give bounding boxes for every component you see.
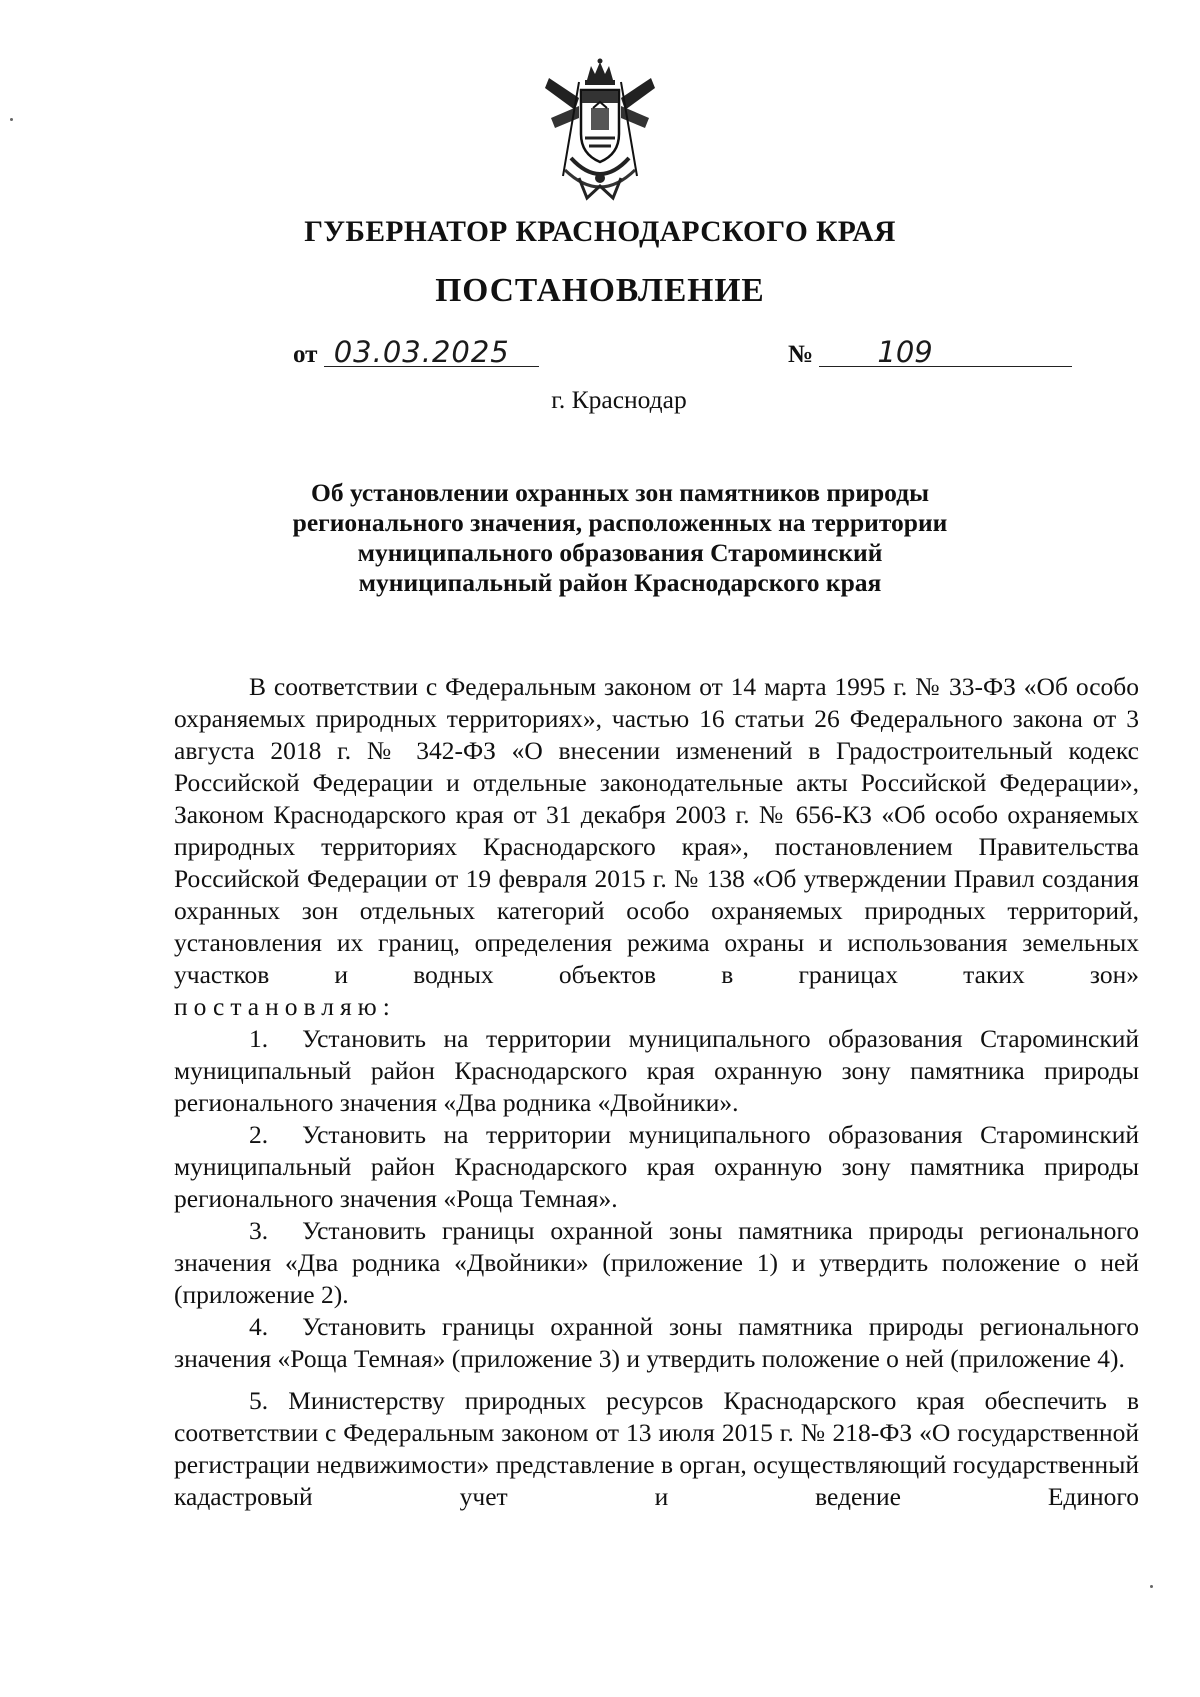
- document-number: 109: [819, 338, 1072, 367]
- preamble-paragraph: В соответствии с Федеральным законом от 14 марта 1995 г. № 33-ФЗ «Об особо охраняемых природных территориях», частью 16 статьи 26 Федерального закона от 3 августа 2018 г. № 342-ФЗ «О внесении изменений в Градостроительный кодекс Российской Федерации и отдельные законодательные акты Российской Федерации», Законом Краснодарского края от 31 декабря 2003 г. № 656-КЗ «Об особо охраняемых природных территориях Краснодарского края», постановлением Правительства Российской Федерации от 19 февраля 2015 г. № 138 «Об утверждении Правил создания охранных зон отдельных категорий особо охраняемых природных территорий, установления их границ, определения режима охраны и использования земельных участков и водных объектов в границах таких зон»: [174, 672, 1139, 989]
- document-number-line: [788, 335, 1072, 369]
- subject-line: Об установлении охранных зон памятников природы: [311, 478, 929, 507]
- item-text: Установить на территории муниципального образования Староминский муниципальный район Краснодарского края охранную зону памятника природы регионального значения «Роща Темная».: [174, 1120, 1139, 1213]
- item-text: Установить границы охранной зоны памятника природы регионального значения «Два родника «Двойники» (приложение 1) и утвердить положение о ней (приложение 2).: [174, 1216, 1139, 1309]
- item-number: 1.: [249, 1024, 269, 1053]
- document-date-line: [293, 335, 539, 369]
- list-item: [174, 1311, 1139, 1375]
- item-number: 2.: [249, 1120, 269, 1149]
- subject-line: муниципальный район Краснодарского края: [358, 568, 882, 597]
- subject-line: регионального значения, расположенных на территории: [292, 508, 948, 537]
- list-item: [174, 1215, 1139, 1311]
- item-number: 4.: [249, 1312, 269, 1341]
- item-text: Установить границы охранной зоны памятника природы регионального значения «Роща Темная» (приложение 3) и утвердить положение о ней (приложение 4).: [174, 1312, 1139, 1373]
- document-subject: [260, 478, 980, 598]
- issuing-authority: ГУБЕРНАТОР КРАСНОДАРСКОГО КРАЯ: [304, 216, 896, 248]
- subject-line: муниципального образования Староминский: [357, 538, 883, 567]
- document-type-title: ПОСТАНОВЛЕНИЕ: [435, 272, 765, 309]
- item-text: Установить на территории муниципального образования Староминский муниципальный район Краснодарского края охранную зону памятника природы регионального значения «Два родника «Двойники».: [174, 1024, 1139, 1117]
- issue-city: г. Краснодар: [551, 385, 687, 414]
- item-number: 3.: [249, 1216, 269, 1245]
- resolve-word: постановляю:: [174, 992, 396, 1021]
- document-date: 03.03.2025: [324, 338, 539, 367]
- list-item: [174, 1119, 1139, 1215]
- krasnodar-coat-of-arms-icon: [535, 58, 665, 208]
- document-body: [174, 671, 1139, 1513]
- date-prefix: от: [293, 341, 318, 368]
- list-item: [174, 1023, 1139, 1119]
- item-5-paragraph: 5. Министерству природных ресурсов Краснодарского края обеспечить в соответствии с Федеральным законом от 13 июля 2015 г. № 218-ФЗ «О государственной регистрации недвижимости» представление в орган, осуществляющий государственный кадастровый учет и ведение Единого: [174, 1386, 1139, 1511]
- number-prefix: №: [788, 341, 814, 368]
